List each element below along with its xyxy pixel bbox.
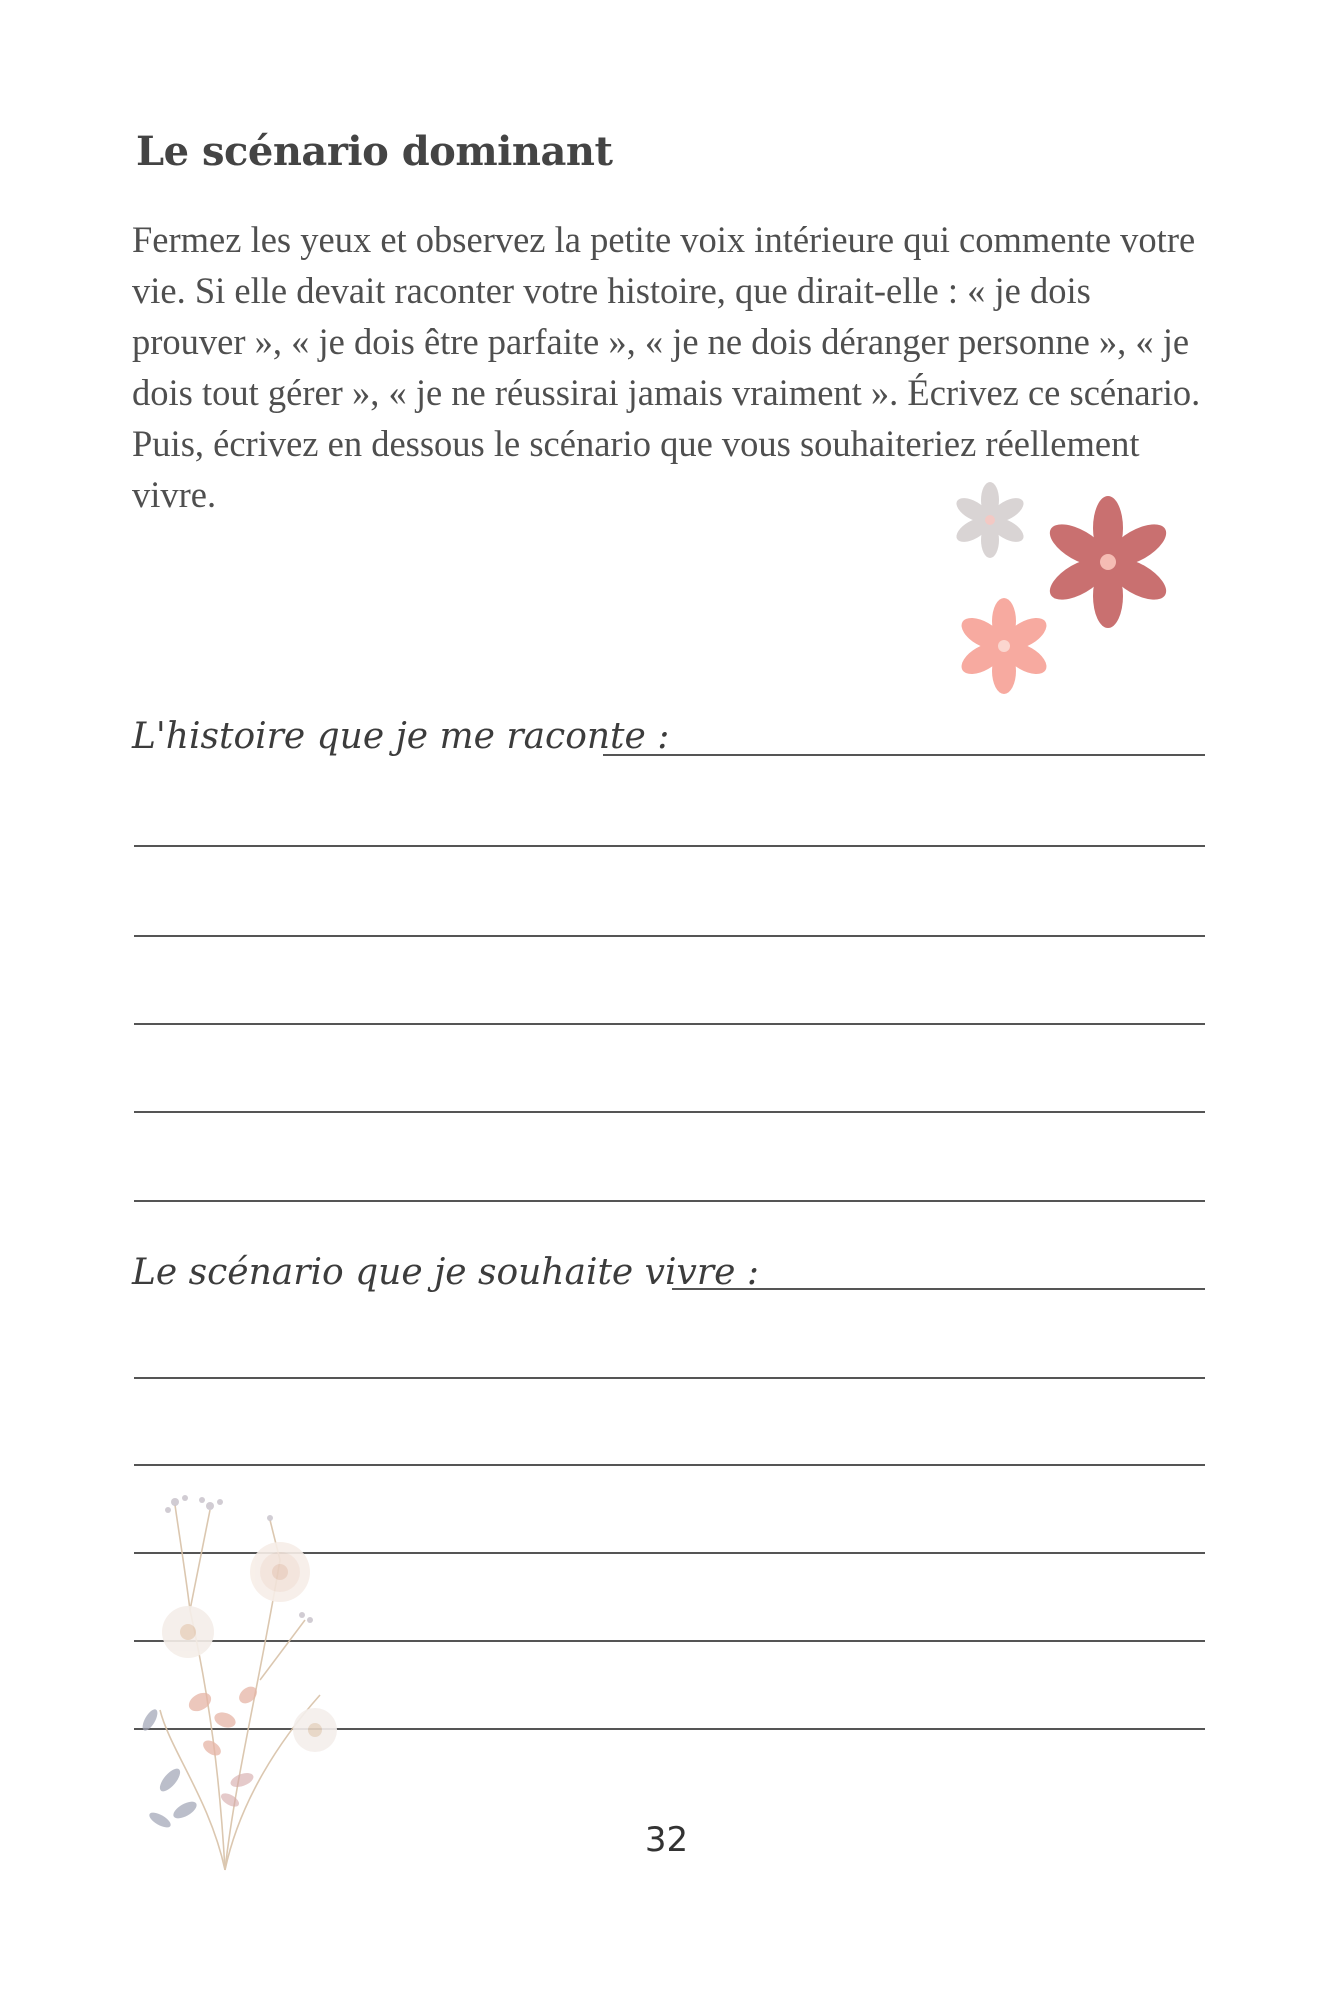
page-number: 32 xyxy=(644,1820,689,1860)
section-label-story: L'histoire que je me raconte : xyxy=(132,716,670,757)
section-label-scenario: Le scénario que je souhaite vivre : xyxy=(132,1252,759,1293)
white-rose-icon xyxy=(250,1542,310,1602)
grey-flower-icon xyxy=(953,482,1028,558)
writing-line[interactable] xyxy=(134,845,1205,847)
writing-line[interactable] xyxy=(134,1464,1205,1466)
white-flower-icon xyxy=(293,1708,337,1752)
white-flower-icon xyxy=(162,1606,214,1658)
writing-line[interactable] xyxy=(134,1200,1205,1202)
writing-line[interactable] xyxy=(134,935,1205,937)
page-title: Le scénario dominant xyxy=(136,128,613,175)
light-pink-flower-icon xyxy=(956,598,1051,694)
flowers-decoration-top xyxy=(940,470,1190,700)
writing-line[interactable] xyxy=(134,1111,1205,1113)
writing-line[interactable] xyxy=(672,1288,1205,1290)
intro-paragraph: Fermez les yeux et observez la petite voix intérieure qui commente votre vie. Si elle devait raconter votre histoire, que dirait-elle : « je dois prouver », « je dois être parfaite », « je ne dois déranger personne », « je dois tout gérer », « je ne réussirai jamais vraiment ». Écrivez ce scénario. Puis, écrivez en dessous le scénario que vous souhaiteriez réellement vivre. xyxy=(132,219,1201,515)
writing-line[interactable] xyxy=(134,1023,1205,1025)
writing-line[interactable] xyxy=(603,754,1205,756)
writing-line[interactable] xyxy=(134,1377,1205,1379)
dark-pink-flower-icon xyxy=(1043,496,1172,628)
